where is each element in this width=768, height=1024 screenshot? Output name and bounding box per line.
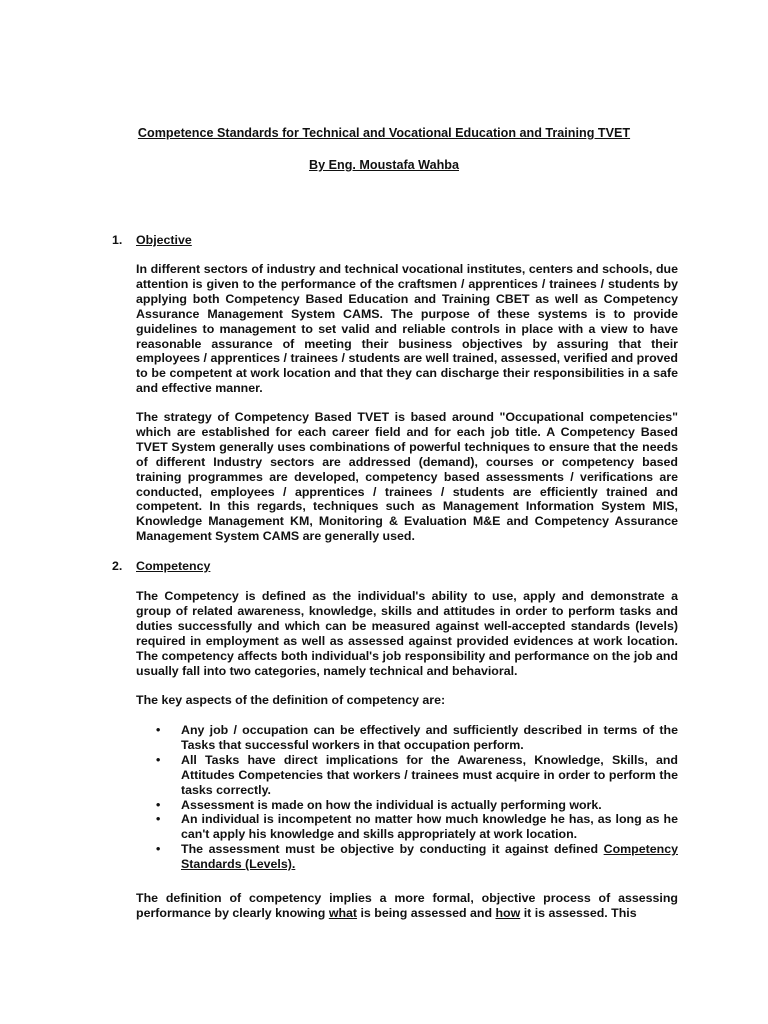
competency-paragraph-2: The key aspects of the definition of competency are: — [136, 693, 446, 707]
competency-standards-link-text: Competency Standards (Levels). — [181, 842, 678, 872]
document-title: Competence Standards for Technical and Vocational Education and Training TVET — [137, 126, 631, 140]
list-item-text: An individual is incompetent no matter how much knowledge he has, as long as he can't apply his knowledge and skills appropriately at work location. — [181, 812, 678, 842]
section-heading: Objective — [136, 233, 192, 247]
section-number: 1. — [112, 233, 123, 247]
closing-text-3: it is assessed. This — [520, 905, 637, 920]
list-item — [136, 753, 678, 798]
competency-closing-paragraph — [136, 891, 678, 921]
objective-paragraph-2: The strategy of Competency Based TVET is based around "Occupational competencies" which are established for each career field and for each job title. A Competency Based TVET System generally uses combinations of powerful techniques to ensure that the needs of different Industry sectors are addressed (demand), courses or competency based training programmes are developed, competency based assessments / verifications are conducted, employees / apprentices / trainees / students are efficiently trained and competent. In this regards, techniques such as Management Information System MIS, Knowledge Management KM, Monitoring & Evaluation M&E and Competency Assurance Management System CAMS are generally used. — [136, 410, 678, 544]
bullet-icon: • — [156, 723, 161, 737]
list-item-text: The assessment must be objective by conducting it against defined — [181, 842, 604, 857]
section-heading: Competency — [136, 559, 211, 573]
bullet-icon: • — [156, 842, 161, 857]
bullet-icon: • — [156, 752, 161, 767]
document-author: By Eng. Moustafa Wahba — [309, 158, 459, 172]
closing-what: what — [328, 905, 358, 920]
list-item-text: All Tasks have direct implications for the Awareness, Knowledge, Skills, and Attitudes Competencies that workers / trainees must acquire in order to perform the tasks correctly. — [181, 752, 678, 797]
list-item — [136, 812, 678, 842]
competency-paragraph-1: The Competency is defined as the individual's ability to use, apply and demonstrate a group of related awareness, knowledge, skills and attitudes in order to perform tasks and duties successfully and which can be measured against well-accepted standards (levels) required in employment as well as assessed against provided evidences at work location. The competency affects both individual's job responsibility and performance on the job and usually fall into two categories, namely technical and behavioral. — [136, 589, 678, 678]
list-item-text: Assessment is made on how the individual is actually performing work. — [181, 797, 602, 812]
key-aspects-list — [136, 723, 678, 872]
closing-text-1: The definition of competency implies a more formal, objective process of assessing performance by clearly knowing — [136, 891, 678, 920]
closing-text-2: is being assessed and — [357, 905, 496, 920]
closing-how: how — [495, 905, 521, 920]
list-item — [136, 798, 678, 813]
list-item — [136, 723, 678, 753]
bullet-icon: • — [156, 812, 161, 827]
list-item-text: Any job / occupation can be effectively and sufficiently described in terms of the Tasks that successful workers in that occupation perform. — [181, 723, 678, 752]
objective-paragraph-1: In different sectors of industry and technical vocational institutes, centers and schools, due attention is given to the performance of the craftsmen / apprentices / trainees / students by applying both Competency Based Education and Training CBET as well as Competency Assurance Management System CAMS. The purpose of these systems is to provide guidelines to management to set valid and reliable controls in place with a view to have reasonable assurance of meeting their business objectives by assuring that their employees / apprentices / trainees / students are well trained, assessed, verified and proved to be competent at work location and that they can discharge their responsibilities in a safe and effective manner. — [136, 262, 678, 396]
bullet-icon: • — [156, 797, 161, 812]
section-number: 2. — [112, 559, 123, 573]
list-item — [136, 842, 678, 872]
